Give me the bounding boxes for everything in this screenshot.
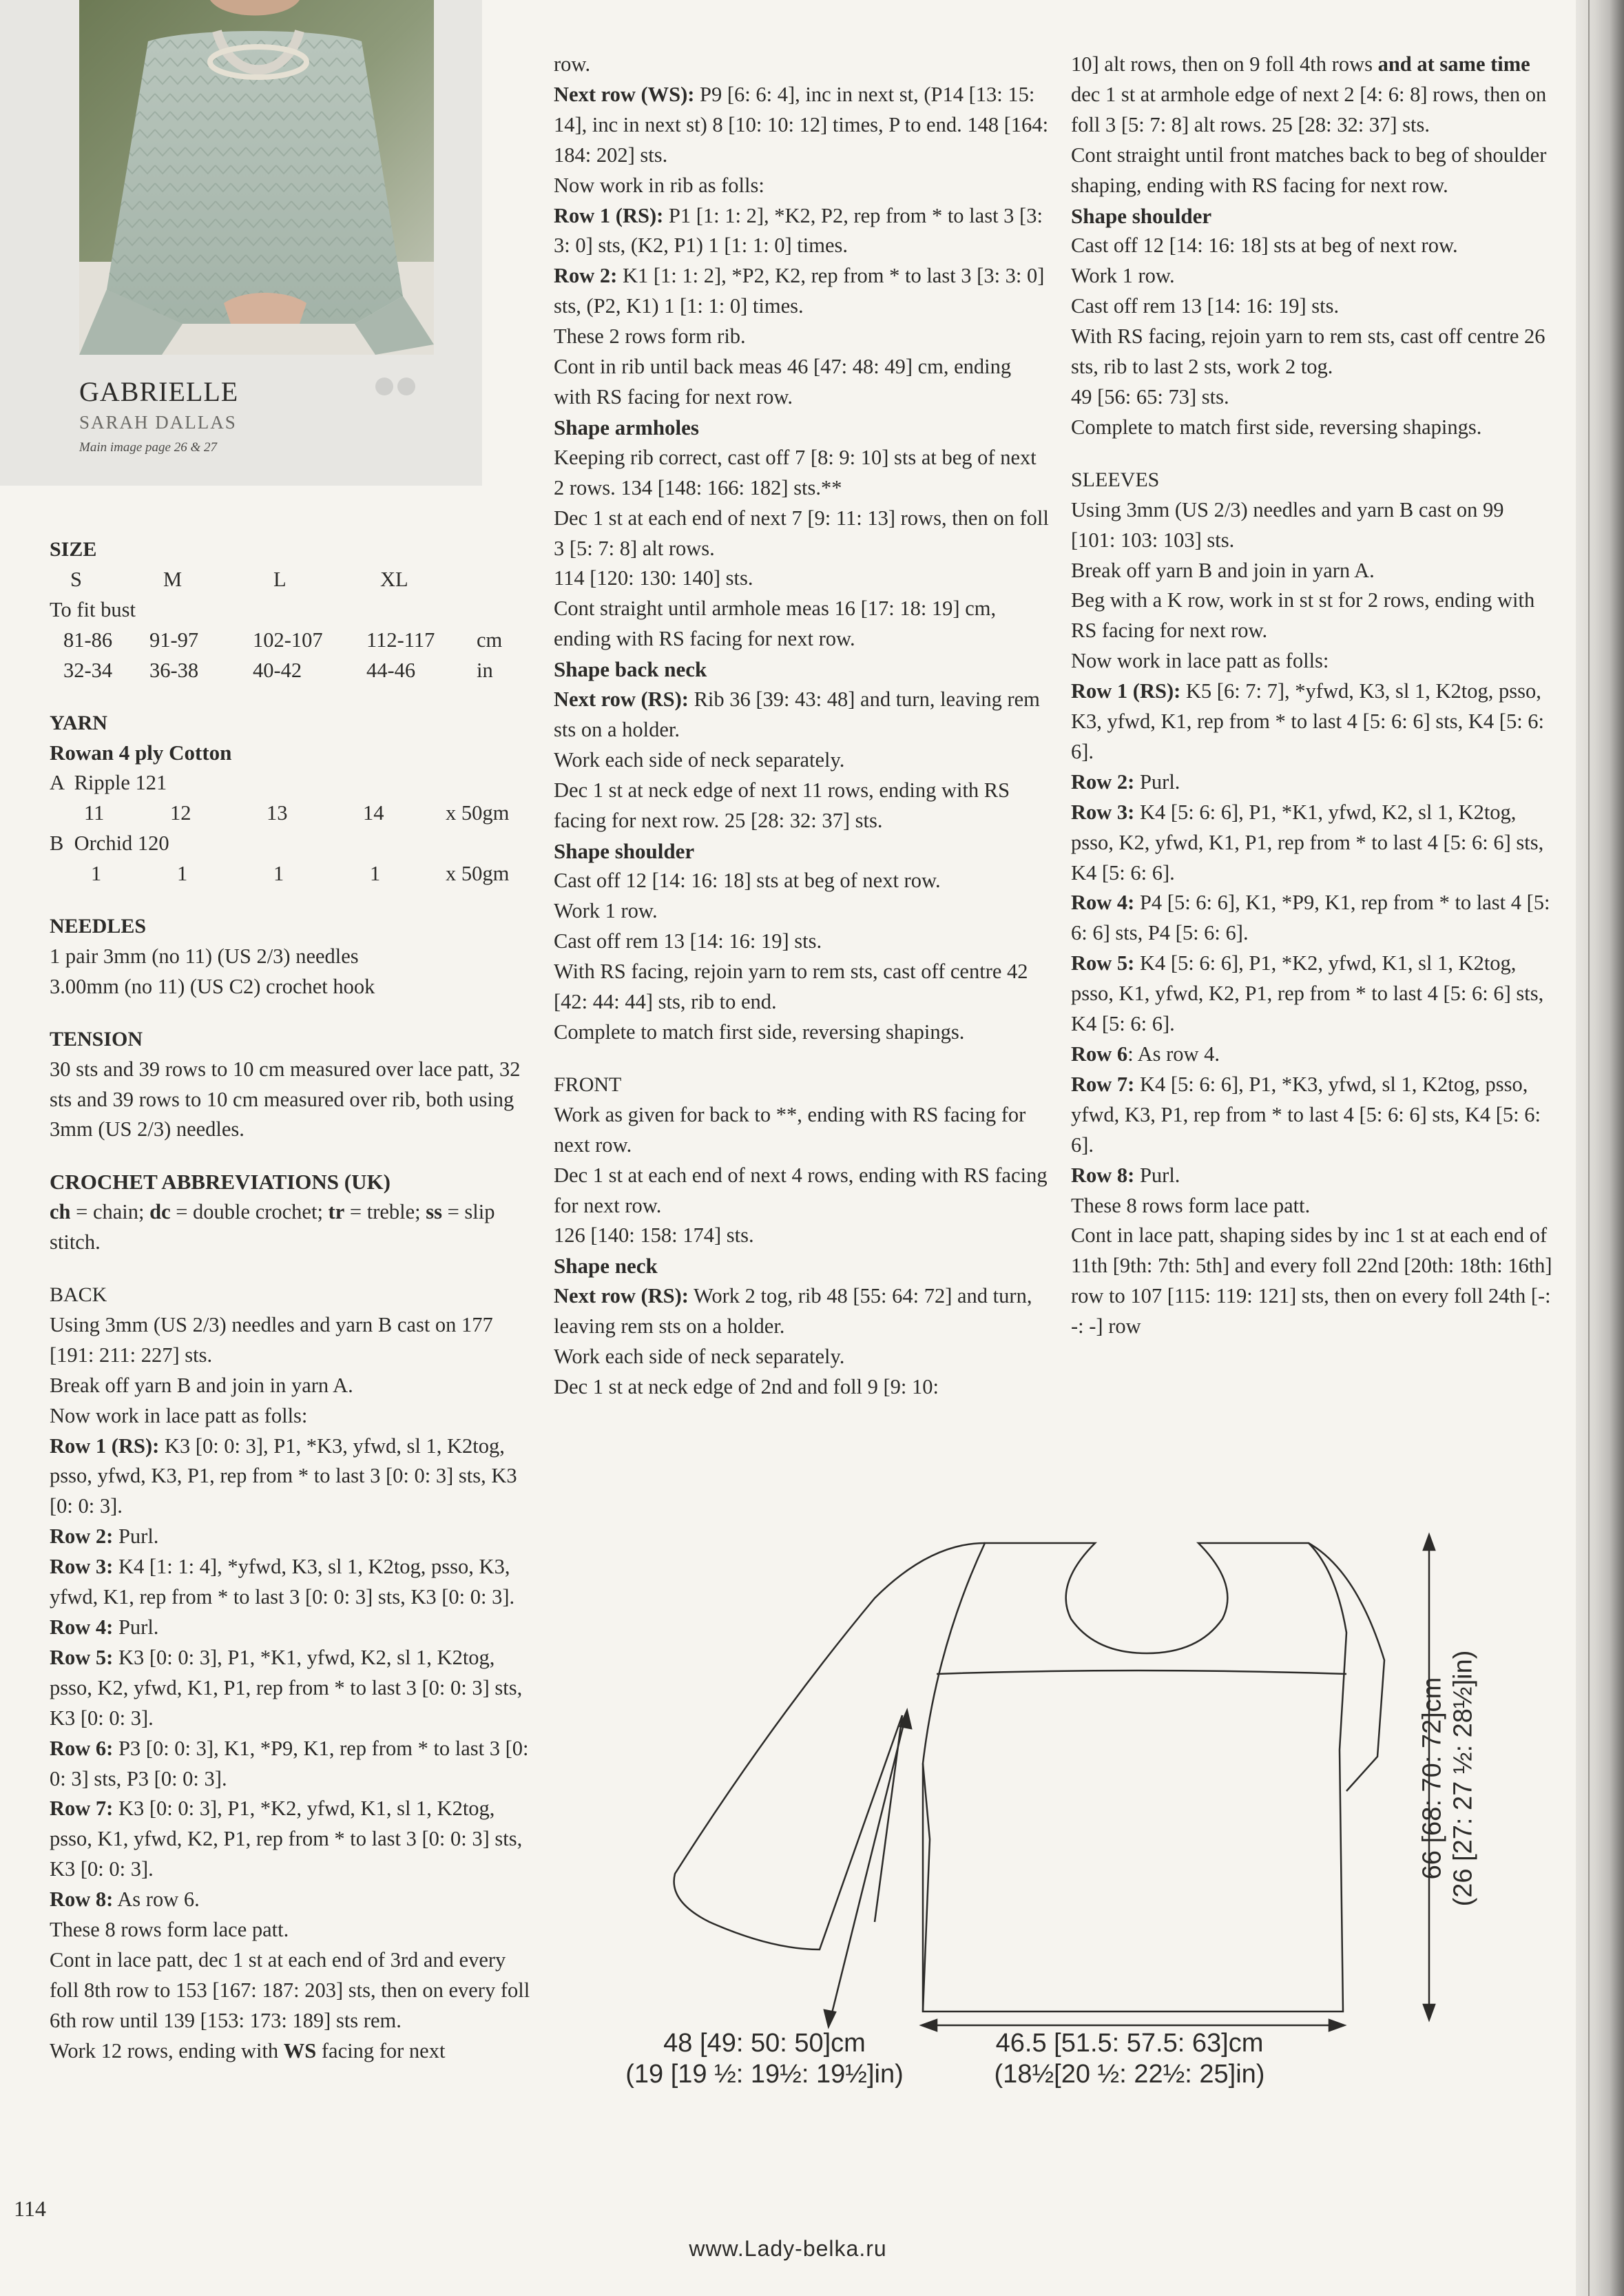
arrow-up [1424, 1535, 1435, 1550]
row-label: Row 4: [1071, 891, 1135, 915]
sleeve-after-line: These 8 rows form lace patt. [1071, 1193, 1311, 1217]
yarn-cell: 1 [273, 862, 284, 886]
crochet-desc: = chain; [70, 1200, 150, 1224]
needles-line: 1 pair 3mm (no 11) (US 2/3) needles [50, 944, 359, 968]
sleeve-row [1071, 676, 1553, 767]
row-label: Row 6: [50, 1736, 114, 1760]
shoulder-line: Work 1 row. [554, 899, 658, 923]
sleeve-row [1071, 1040, 1553, 1070]
row-text: K4 [5: 6: 6], P1, *K2, yfwd, K1, sl 1, K2tog, psso, K1, yfwd, K2, P1, rep from * to last 4 [5: 6: 6] sts, K4 [5: 6: 6]. [1071, 951, 1544, 1036]
yarn-cell: 11 [84, 801, 105, 825]
row-label: Row 7: [1071, 1072, 1135, 1096]
sleeves-intro-line: Break off yarn B and join in yarn A. [1071, 558, 1375, 582]
row-text: K3 [0: 0: 3], P1, *K1, yfwd, K2, sl 1, K2tog, psso, K2, yfwd, K1, P1, rep from * to last 3 [0: 0: 3] sts, K3 [0: 0: 3]. [50, 1645, 523, 1730]
back-neck-line: Dec 1 st at neck edge of next 11 rows, ending with RS facing for next row. 25 [28: 32: 37] sts. [554, 778, 1010, 832]
row-label: Row 3: [1071, 800, 1135, 824]
row-label: Row 8: [1071, 1163, 1135, 1187]
row-label: Row 3: [50, 1555, 114, 1579]
shoulder-line: Cast off rem 13 [14: 16: 19] sts. [1071, 294, 1340, 318]
size-heading: SIZE [50, 538, 97, 561]
yarn-cell: 13 [267, 801, 288, 825]
shoulder-line: Complete to match first side, reversing shapings. [554, 1020, 965, 1044]
row-label: Next row (RS): [554, 1284, 689, 1308]
back-after-line: These 8 rows form lace patt. [50, 1918, 289, 1942]
sleeve-length-in: (19 [19 ½: 19½: 19½]in) [625, 2060, 904, 2089]
row-text: K3 [0: 0: 3], P1, *K2, yfwd, K1, sl 1, K2tog, psso, K1, yfwd, K2, P1, rep from * to last 3 [0: 0: 3] sts, K3 [0: 0: 3]. [50, 1797, 523, 1881]
sleeve-after-line: Cont in lace patt, shaping sides by inc 1 st at each end of 11th [9th: 7th: 5th] and every foll 22nd [20th: 18th: 16th] row to 107 [115: 119: 121] sts, then on every foll 24th [-: -: -] row [1071, 1223, 1552, 1338]
garment-schematic [599, 1495, 1515, 2101]
back-neck-row [554, 685, 1050, 745]
column-middle [554, 50, 1050, 1403]
front-heading: FRONT [554, 1073, 622, 1096]
row-label: Row 8: [50, 1888, 114, 1912]
size-unit: cm [477, 628, 503, 652]
column-right [1071, 50, 1553, 1342]
body-width-cm: 46.5 [51.5: 57.5: 63]cm [995, 2029, 1264, 2058]
back-neck-heading: Shape back neck [554, 657, 707, 682]
sleeve-length-cm: 48 [49: 50: 50]cm [663, 2029, 866, 2058]
row-label: Row 5: [50, 1645, 114, 1669]
shoulder-heading: Shape shoulder [554, 838, 695, 863]
rib-after-line: These 2 rows form rib. [554, 324, 746, 349]
back-intro-line: Now work in lace patt as folls: [50, 1403, 308, 1427]
sleeves-heading: SLEEVES [1071, 468, 1160, 491]
back-final-pre: Work 12 rows, ending with [50, 2038, 284, 2062]
sleeve-row [1071, 888, 1553, 949]
yarn-unit: x 50gm [446, 862, 510, 886]
arrow-sleeve-bottom [824, 2010, 835, 2027]
shoulder-line: With RS facing, rejoin yarn to rem sts, cast off centre 26 sts, rib to last 2 sts, work 2 tog. [1071, 324, 1545, 379]
shoulder-heading: Shape shoulder [1071, 203, 1212, 228]
shoulder-line: Cast off rem 13 [14: 16: 19] sts. [554, 929, 822, 953]
front-line: Work as given for back to **, ending with RS facing for next row. [554, 1102, 1026, 1157]
shoulder-line: Cast off 12 [14: 16: 18] sts at beg of next row. [1071, 234, 1458, 258]
shoulder-line: 49 [56: 65: 73] sts. [1071, 384, 1229, 408]
front-neck-heading: Shape neck [554, 1254, 658, 1279]
size-cell: 40-42 [253, 658, 302, 682]
crochet-abbr: dc [149, 1200, 171, 1224]
row-text: P3 [0: 0: 3], K1, *P9, K1, rep from * to last 3 [0: 0: 3] sts, P3 [0: 0: 3]. [50, 1736, 529, 1790]
size-cell: 81-86 [63, 628, 113, 652]
row-label: Next row (RS): [554, 687, 689, 712]
arrow-right [1329, 2020, 1344, 2031]
row-text: Work 2 tog, rib 48 [55: 64: 72] and turn, leaving rem sts on a holder. [554, 1284, 1032, 1338]
rib-row [554, 201, 1050, 262]
row-label: Row 5: [1071, 951, 1135, 975]
continuation-text: row. [554, 52, 591, 76]
row-label: Row 1 (RS): [50, 1434, 160, 1458]
crochet-desc: = treble; [344, 1200, 426, 1224]
footer-url: www.Lady-belka.ru [689, 2236, 887, 2261]
row-text: P1 [1: 1: 2], *K2, P2, rep from * to last 3 [3: 3: 0] sts, (K2, P1) 1 [1: 1: 0] times. [554, 203, 1043, 258]
body-width-in: (18½[20 ½: 22½: 25]in) [994, 2060, 1265, 2089]
yarn-cell: 1 [370, 862, 381, 886]
yarn-name: Rowan 4 ply Cotton [50, 741, 232, 765]
size-unit: in [477, 658, 493, 682]
crochet-heading [50, 1167, 532, 1197]
yarn-color-label: A Ripple 121 [50, 771, 167, 795]
tension-text: 30 sts and 39 rows to 10 cm measured over lace patt, 32 sts and 39 rows to 10 cm measured over rib, both using 3mm (US 2/3) needles. [50, 1057, 521, 1141]
crochet-desc: = slip stitch. [50, 1200, 495, 1254]
yarn-cell: 14 [363, 801, 384, 825]
back-final-bold: WS [283, 2038, 317, 2062]
size-label: L [273, 567, 287, 591]
back-after-line: Cont in lace patt, dec 1 st at each end of 3rd and every foll 8th row to 153 [167: 187: 203] sts, then on every foll 6th row until 139 [153: 173: 189] sts rem. [50, 1947, 530, 2032]
size-label: M [163, 567, 183, 591]
crochet-abbreviations [50, 1197, 532, 1258]
armholes-line: 114 [120: 130: 140] sts. [554, 566, 753, 590]
back-neck-line: Work each side of neck separately. [554, 747, 845, 772]
rib-after-line: Cont in rib until back meas 46 [47: 48: 49] cm, ending with RS facing for next row. [554, 355, 1012, 408]
row-text: : As row 4. [1127, 1042, 1220, 1066]
needles-heading: NEEDLES [50, 914, 147, 938]
size-cell: 44-46 [366, 658, 416, 682]
page-binding-edge [1576, 0, 1624, 2296]
sleeves-intro-line: Using 3mm (US 2/3) needles and yarn B cast on 99 [101: 103: 103] sts. [1071, 497, 1504, 552]
front-neck-line: Dec 1 st at neck edge of 2nd and foll 9 [9: 10: [554, 1374, 939, 1398]
size-label: S [70, 567, 82, 591]
back-intro-line: Using 3mm (US 2/3) needles and yarn B cast on 177 [191: 211: 227] sts. [50, 1312, 493, 1367]
yarn-cell: 1 [177, 862, 188, 886]
yarn-heading: YARN [50, 711, 107, 734]
crochet-abbr: ch [50, 1200, 71, 1224]
row-text: K5 [6: 7: 7], *yfwd, K3, sl 1, K2tog, psso, K3, yfwd, K1, rep from * to last 4 [5: 6: 6] sts, K4 [5: 6: 6]. [1071, 679, 1545, 763]
crochet-heading-text: CROCHET ABBREVIATIONS (UK) [50, 1170, 391, 1194]
main-photo [79, 0, 434, 355]
header-panel [0, 0, 482, 486]
back-row [50, 1613, 532, 1643]
yarn-cell: 12 [170, 801, 191, 825]
crochet-desc: = double crochet; [170, 1200, 329, 1224]
row-text: K4 [5: 6: 6], P1, *K1, yfwd, K2, sl 1, K2tog, psso, K2, yfwd, K1, P1, rep from * to last 4 [5: 6: 6] sts, K4 [5: 6: 6]. [1071, 800, 1544, 885]
rib-intro: Now work in rib as folls: [554, 173, 764, 197]
row-label: Row 2: [554, 264, 618, 288]
back-final-post: facing for next [316, 2038, 446, 2062]
size-cell: 112-117 [366, 628, 435, 652]
back-row [50, 1885, 532, 1915]
sleeve-row [1071, 949, 1553, 1040]
sleeve-outline [674, 1543, 985, 1949]
yoke-line [937, 1671, 1346, 1674]
back-final-line [50, 2036, 532, 2067]
row-text: Purl. [1134, 1163, 1180, 1187]
shoulder-line: Complete to match first side, reversing shapings. [1071, 415, 1482, 439]
row-text: K3 [0: 0: 3], P1, *K3, yfwd, sl 1, K2tog, psso, yfwd, K3, P1, rep from * to last 3 [0: 0: 3] sts, K3 [0: 0: 3]. [50, 1434, 517, 1518]
row-text: Purl. [1134, 769, 1180, 794]
shoulder-line: Cast off 12 [14: 16: 18] sts at beg of next row. [554, 869, 941, 893]
crochet-abbr: ss [426, 1200, 442, 1224]
yarn-table [50, 768, 509, 889]
row-label: Row 6 [1071, 1042, 1128, 1066]
size-table [50, 565, 502, 686]
back-row [50, 1643, 532, 1734]
front-neck-row [554, 1281, 1050, 1342]
armholes-line: Dec 1 st at each end of next 7 [9: 11: 13] rows, then on foll 3 [5: 7: 8] alt rows. [554, 506, 1049, 560]
front-line: Dec 1 st at each end of next 4 rows, ending with RS facing for next row. [554, 1163, 1048, 1217]
body-length-in: (26 [27: 27 ½: 28½]in) [1448, 1650, 1478, 1907]
row-label: Row 2: [50, 1524, 114, 1549]
back-row [50, 1522, 532, 1552]
main-image-note: Main image page 26 & 27 [79, 440, 218, 455]
pattern-title: GABRIELLE [79, 376, 239, 407]
size-cell: 91-97 [149, 628, 199, 652]
designer-name: SARAH DALLAS [79, 412, 237, 433]
back-row [50, 1431, 532, 1522]
armholes-line: Cont straight until armhole meas 16 [17: 18: 19] cm, ending with RS facing for next row. [554, 597, 997, 651]
row-text: P9 [6: 6: 4], inc in next st, (P14 [13: 15: 14], inc in next st) 8 [10: 10: 12] times, P to end. 148 [164: 184: 202] sts. [554, 82, 1049, 167]
row-text: Purl. [113, 1524, 159, 1549]
size-cell: 36-38 [149, 658, 199, 682]
sleeves-intro-line: Beg with a K row, work in st st for 2 rows, ending with RS facing for next row. [1071, 588, 1535, 643]
cont-post: dec 1 st at armhole edge of next 2 [4: 6: 8] rows, then on foll 3 [5: 7: 8] alt rows. 25 [28: 32: 37] sts. [1071, 52, 1552, 136]
back-row [50, 1552, 532, 1613]
rib-row [554, 261, 1050, 322]
armholes-line: Keeping rib correct, cast off 7 [8: 9: 10] sts at beg of next 2 rows. 134 [148: 166: 182] sts.** [554, 445, 1037, 499]
cont-bold: and at same time [1377, 52, 1530, 76]
shoulder-line: Work 1 row. [1071, 264, 1175, 288]
schematic-drawing [599, 1495, 1515, 2101]
front-neck-line: Work each side of neck separately. [554, 1345, 845, 1369]
cont-pre: 10] alt rows, then on 9 foll 4th rows [1071, 52, 1378, 76]
body-length-cm: 66 [68: 70: 72]cm [1417, 1677, 1447, 1880]
sleeve-row [1071, 1161, 1553, 1191]
armholes-heading: Shape armholes [554, 415, 699, 439]
tension-heading: TENSION [50, 1027, 143, 1051]
row-label: Row 1 (RS): [554, 203, 664, 227]
column-left [50, 535, 532, 2067]
back-row [50, 1734, 532, 1795]
sleeve-row [1071, 798, 1553, 889]
sleeve-row [1071, 767, 1553, 798]
yarn-cell: 1 [91, 862, 102, 886]
row-text: As row 6. [113, 1888, 200, 1912]
row-text: Rib 36 [39: 43: 48] and turn, leaving rem sts on a holder. [554, 687, 1040, 741]
needles-line: 3.00mm (no 11) (US C2) crochet hook [50, 974, 375, 998]
next-row [554, 80, 1050, 171]
back-intro-line: Break off yarn B and join in yarn A. [50, 1373, 353, 1397]
right-sleeve-outline [1309, 1543, 1384, 1791]
back-heading: BACK [50, 1283, 107, 1307]
yarn-unit: x 50gm [446, 801, 510, 825]
size-cell: 32-34 [63, 658, 113, 682]
row-text: K1 [1: 1: 2], *P2, K2, rep from * to last 3 [3: 3: 0] sts, (P2, K1) 1 [1: 1: 0] times. [554, 264, 1045, 318]
size-label: XL [380, 567, 408, 591]
continuation-text [1071, 50, 1553, 141]
to-fit-label: To fit bust [50, 597, 136, 621]
front-line: 126 [140: 158: 174] sts. [554, 1223, 754, 1248]
arrow-left [922, 2020, 937, 2031]
size-cell: 102-107 [253, 628, 323, 652]
row-label: Row 1 (RS): [1071, 679, 1181, 703]
row-label: Row 7: [50, 1797, 114, 1821]
crochet-abbr: tr [328, 1200, 345, 1224]
sleeve-dimension-line [831, 1719, 905, 2018]
back-row [50, 1794, 532, 1885]
row-label: Next row (WS): [554, 82, 695, 106]
row-text: Purl. [113, 1615, 159, 1639]
arrow-down [1424, 2005, 1435, 2020]
row-text: P4 [5: 6: 6], K1, *P9, K1, rep from * to last 4 [5: 6: 6] sts, P4 [5: 6: 6]. [1071, 891, 1550, 945]
row-label: Row 2: [1071, 769, 1135, 794]
row-label: Row 4: [50, 1615, 114, 1639]
cont-after: Cont straight until front matches back to beg of shoulder shaping, ending with RS facing for next row. [1071, 143, 1547, 197]
shoulder-line: With RS facing, rejoin yarn to rem sts, cast off centre 42 [42: 44: 44] sts, rib to end. [554, 960, 1028, 1014]
front-body-outline [923, 1543, 1346, 2011]
row-text: K4 [5: 6: 6], P1, *K3, yfwd, sl 1, K2tog, psso, yfwd, K3, P1, rep from * to last 4 [5: 6: 6] sts, K4 [5: 6: 6]. [1071, 1072, 1541, 1157]
sleeve-row [1071, 1070, 1553, 1161]
page-number: 114 [14, 2196, 46, 2221]
yarn-color-label: B Orchid 120 [50, 831, 169, 856]
row-text: K4 [1: 1: 4], *yfwd, K3, sl 1, K2tog, psso, K3, yfwd, K1, rep from * to last 3 [0: 0: 3] sts, K3 [0: 0: 3]. [50, 1555, 515, 1609]
sleeves-intro-line: Now work in lace patt as folls: [1071, 649, 1329, 673]
